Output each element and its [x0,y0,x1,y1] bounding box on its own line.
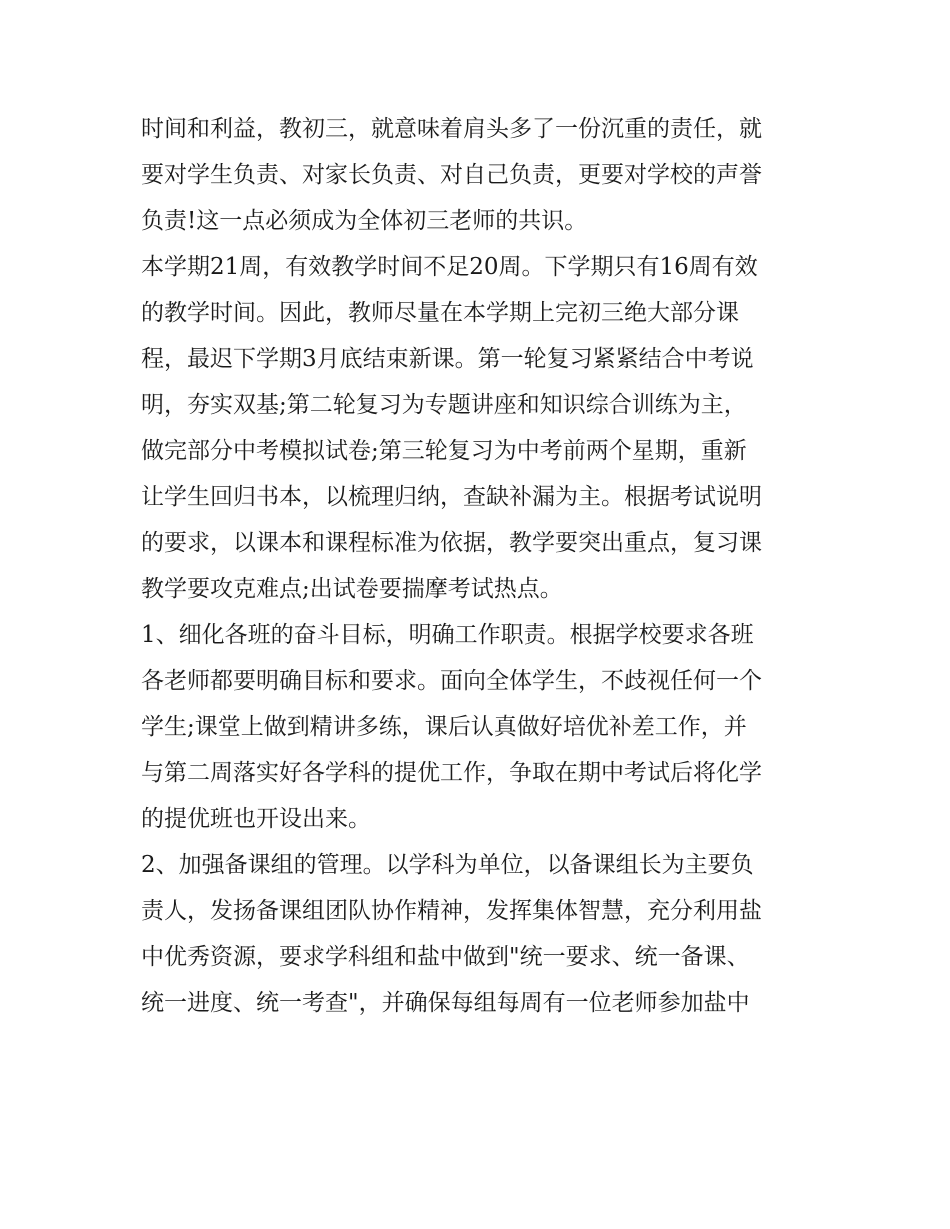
text-line: 做完部分中考模拟试卷;第三轮复习为中考前两个星期，重新 [141,438,747,464]
text-line: 统一进度、统一考查"，并确保每组每周有一位老师参加盐中 [141,990,750,1016]
text-line: 1、细化各班的奋斗目标，明确工作职责。根据学校要求各班 [141,622,754,648]
text-line: 让学生回归书本，以梳理归纳，查缺补漏为主。根据考试说明 [141,484,762,510]
text-line: 学生;课堂上做到精讲多练，课后认真做好培优补差工作，并 [141,714,747,740]
body-text [141,106,821,1026]
text-line: 的要求，以课本和课程标准为依据，教学要突出重点，复习课 [141,530,762,556]
text-line: 责人，发扬备课组团队协作精神，发挥集体智慧，充分利用盐 [141,898,762,924]
text-line: 2、加强备课组的管理。以学科为单位，以备课组长为主要负 [141,852,754,878]
text-line: 负责!这一点必须成为全体初三老师的共识。 [141,208,588,234]
text-line: 的教学时间。因此，教师尽量在本学期上完初三绝大部分课 [141,300,739,326]
text-line: 的提优班也开设出来。 [141,806,371,832]
text-line: 要对学生负责、对家长负责、对自己负责，更要对学校的声誉 [141,162,762,188]
text-line: 明，夯实双基;第二轮复习为专题讲座和知识综合训练为主， [141,392,747,418]
text-line: 本学期21周，有效教学时间不足20周。下学期只有16周有效 [141,254,758,280]
text-line: 时间和利益，教初三，就意味着肩头多了一份沉重的责任，就 [141,116,762,142]
text-line: 教学要攻克难点;出试卷要揣摩考试热点。 [141,576,563,602]
text-line: 与第二周落实好各学科的提优工作，争取在期中考试后将化学 [141,760,762,786]
text-line: 程，最迟下学期3月底结束新课。第一轮复习紧紧结合中考说 [141,346,754,372]
text-line: 中优秀资源，要求学科组和盐中做到"统一要求、统一备课、 [141,944,750,970]
text-line: 各老师都要明确目标和要求。面向全体学生，不歧视任何一个 [141,668,762,694]
